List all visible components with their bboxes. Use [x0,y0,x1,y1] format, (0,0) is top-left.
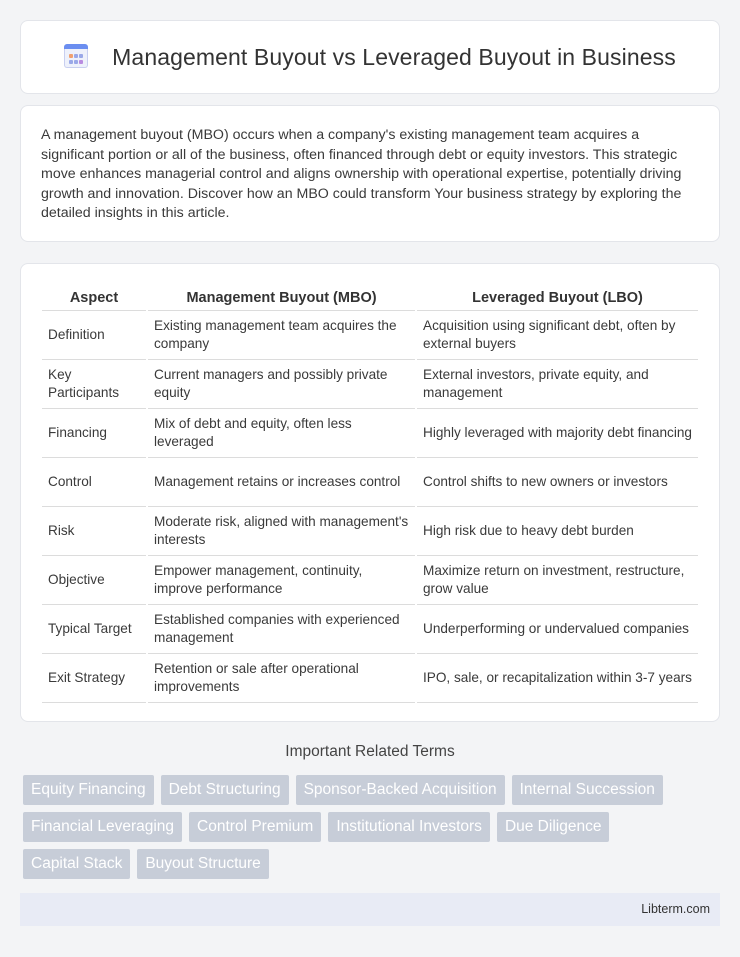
cell-mbo: Current managers and possibly private equity [147,359,416,408]
related-term-tag[interactable]: Capital Stack [23,849,130,879]
table-row [42,408,698,457]
related-term-tag[interactable]: Due Diligence [497,812,610,842]
cell-aspect: Definition [42,310,147,359]
related-terms-title: Important Related Terms [285,743,455,760]
footer-brand[interactable]: Libterm.com [641,902,710,916]
header-lbo: Leveraged Buyout (LBO) [416,284,698,310]
cell-aspect: Control [42,457,147,506]
cell-mbo: Mix of debt and equity, often less leveraged [147,408,416,457]
cell-mbo: Management retains or increases control [147,457,416,506]
cell-mbo: Existing management team acquires the company [147,310,416,359]
table-row [42,555,698,604]
related-term-tag[interactable]: Internal Succession [512,775,663,805]
related-term-tag[interactable]: Equity Financing [23,775,154,805]
footer [20,893,720,926]
cell-lbo: High risk due to heavy debt burden [416,506,698,555]
intro-text: A management buyout (MBO) occurs when a company's existing management team acquires a significant portion or all of the business, often financed through debt or equity investors. This strategic move enhances managerial control and aligns ownership with operational expertise, potentially driving growth and innovation. Discover how an MBO could transform Your business strategy by exploring the detailed insights in this article. [41,127,682,222]
comparison-card [20,263,720,722]
cell-lbo: Control shifts to new owners or investors [416,457,698,506]
cell-aspect: Typical Target [42,604,147,653]
cell-mbo: Empower management, continuity, improve performance [147,555,416,604]
cell-aspect: Key Participants [42,359,147,408]
cell-lbo: Maximize return on investment, restructure, grow value [416,555,698,604]
related-term-tag[interactable]: Buyout Structure [137,849,268,879]
related-term-tag[interactable]: Control Premium [189,812,321,842]
cell-aspect: Risk [42,506,147,555]
header-mbo: Management Buyout (MBO) [147,284,416,310]
table-row [42,604,698,653]
related-term-tag[interactable]: Debt Structuring [161,775,289,805]
cell-mbo: Retention or sale after operational improvements [147,653,416,702]
cell-aspect: Financing [42,408,147,457]
related-term-tag[interactable]: Sponsor-Backed Acquisition [296,775,505,805]
table-row [42,653,698,702]
related-terms-list [23,775,703,886]
header-aspect: Aspect [42,284,147,310]
cell-lbo: IPO, sale, or recapitalization within 3-7 years [416,653,698,702]
related-term-tag[interactable]: Financial Leveraging [23,812,182,842]
table-row [42,359,698,408]
table-row [42,457,698,506]
title-card [20,20,720,94]
cell-lbo: Acquisition using significant debt, often by external buyers [416,310,698,359]
intro-card [20,105,720,242]
cell-mbo: Moderate risk, aligned with management's interests [147,506,416,555]
cell-lbo: External investors, private equity, and management [416,359,698,408]
cell-aspect: Objective [42,555,147,604]
page-title: Management Buyout vs Leveraged Buyout in Business [112,43,676,70]
table-row [42,506,698,555]
calendar-grid-icon [64,44,90,70]
related-term-tag[interactable]: Institutional Investors [328,812,490,842]
table-header-row [42,284,698,310]
cell-lbo: Underperforming or undervalued companies [416,604,698,653]
cell-aspect: Exit Strategy [42,653,147,702]
cell-lbo: Highly leveraged with majority debt financing [416,408,698,457]
table-row [42,310,698,359]
cell-mbo: Established companies with experienced management [147,604,416,653]
comparison-table [42,284,698,703]
